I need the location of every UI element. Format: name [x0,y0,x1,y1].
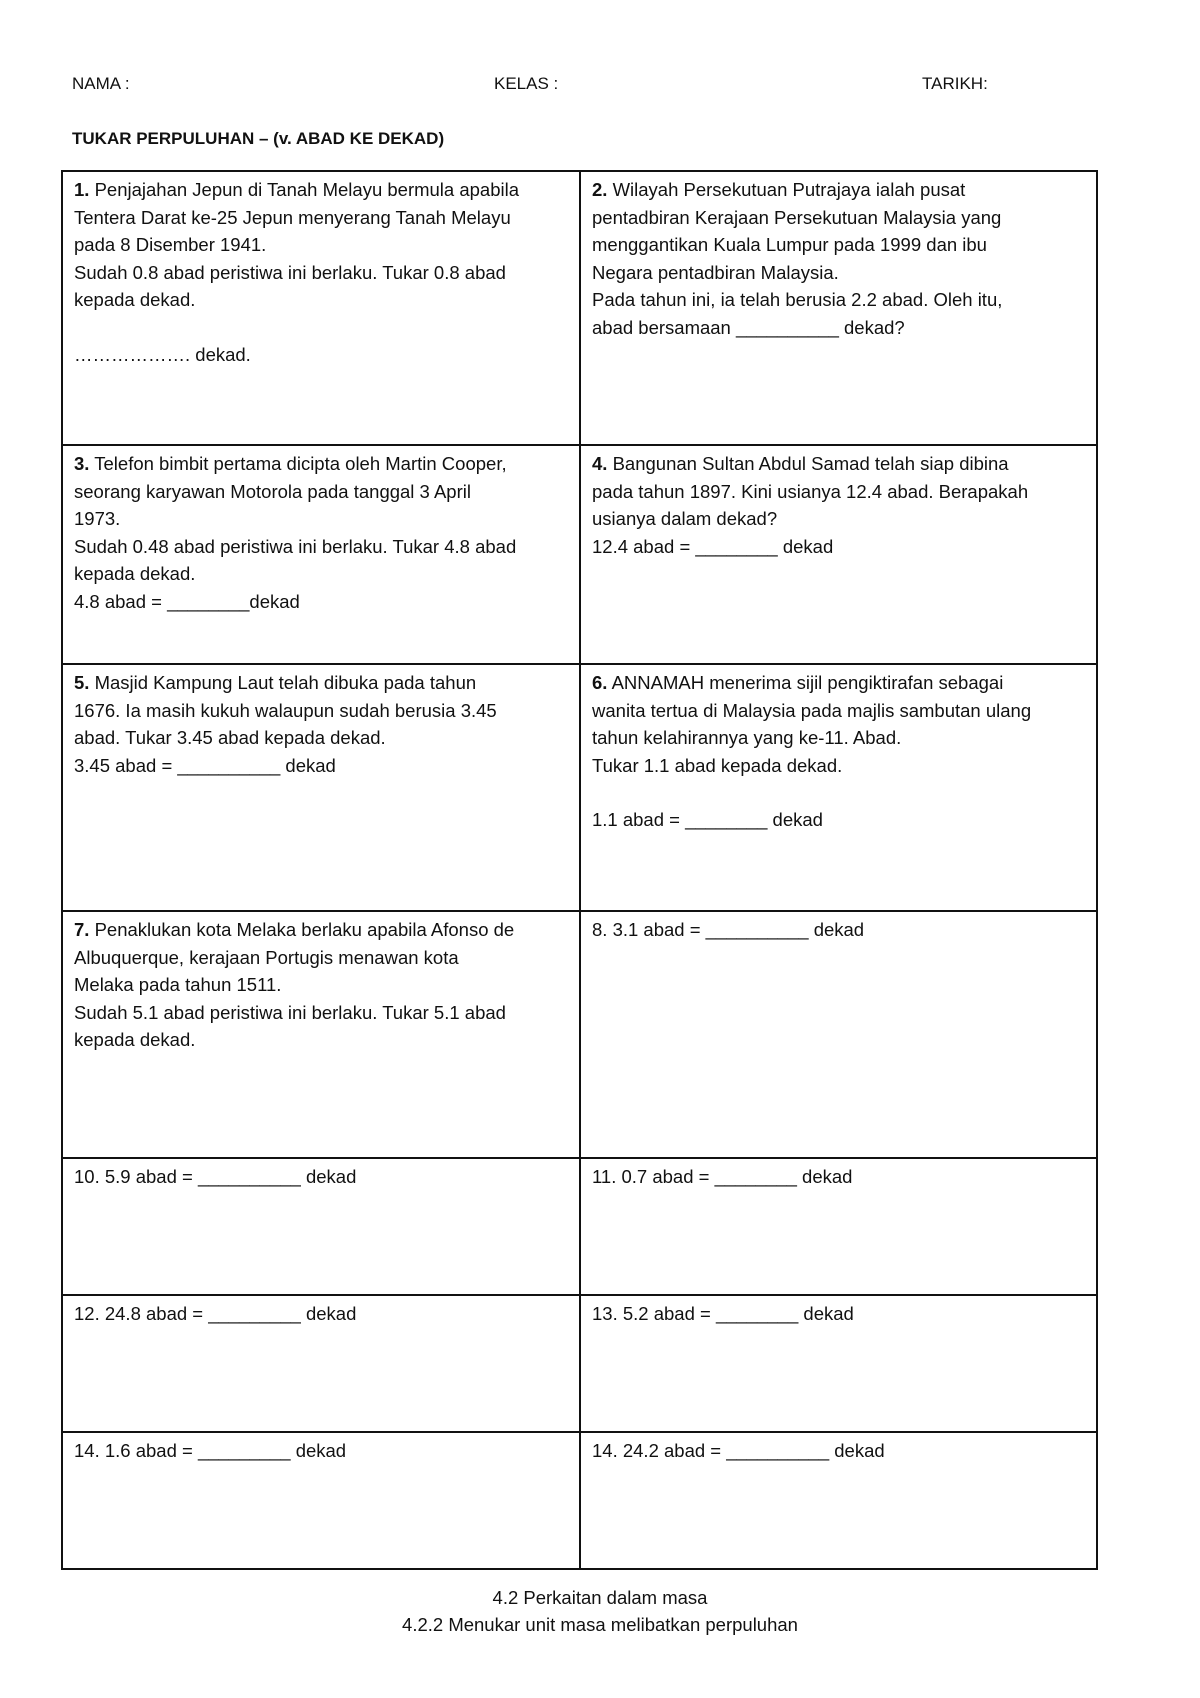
question-3-line-2: seorang karyawan Motorola pada tanggal 3 April [74,480,471,502]
question-11-text: 11. 0.7 abad = ________ dekad [592,1166,853,1187]
question-7-line-5: kepada dekad. [74,1029,196,1050]
question-4-line-4: 12.4 abad = ________ dekad [592,535,834,557]
date-label: TARIKH: [922,74,988,93]
question-2-line-4: Negara pentadbiran Malaysia. [592,261,839,283]
question-2-line-3: menggantikan Kuala Lumpur pada 1999 dan ibu [592,234,987,255]
question-1-cell [62,171,580,445]
question-7-line-1: 7. Penaklukan kota Melaka berlaku apabila Afonso de [74,919,515,940]
question-2-line-2: pentadbiran Kerajaan Persekutuan Malaysia yang [592,206,1002,228]
footer-topic: 4.2 Perkaitan dalam masa [492,1587,708,1608]
question-13-cell [580,1295,1097,1432]
question-3-line-6: 4.8 abad = ________dekad [74,590,300,612]
question-3-line-3: 1973. [74,508,121,529]
question-6-line-4: Tukar 1.1 abad kepada dekad. [592,754,843,776]
question-4-line-2: pada tahun 1897. Kini usianya 12.4 abad. Berapakah [592,480,1029,502]
question-14b-text: 14. 24.2 abad = __________ dekad [592,1440,885,1461]
question-1-line-1: 1. Penjajahan Jepun di Tanah Melayu bermula apabila [74,179,520,200]
question-5-cell [62,664,580,911]
question-5-line-4: 3.45 abad = __________ dekad [74,754,336,776]
question-8-text: 8. 3.1 abad = __________ dekad [592,919,865,940]
footer-subtopic: 4.2.2 Menukar unit masa melibatkan perpuluhan [402,1614,798,1635]
question-10-cell [62,1158,580,1295]
question-6-cell [580,664,1097,911]
question-7-line-3: Melaka pada tahun 1511. [74,974,282,995]
question-2-number: 2. [592,179,608,200]
question-14b-cell [580,1432,1097,1569]
question-6-line-3: tahun kelahirannya yang ke-11. Abad. [592,727,902,748]
name-label: NAMA : [72,74,130,93]
question-3-number: 3. [74,453,90,474]
class-label: KELAS : [494,74,559,93]
question-4-line-1: 4. Bangunan Sultan Abdul Samad telah siap dibina [592,453,1009,474]
question-14a-text: 14. 1.6 abad = _________ dekad [74,1440,347,1461]
question-1-line-3: pada 8 Disember 1941. [74,234,267,255]
question-11-cell [580,1158,1097,1295]
question-5-line-2: 1676. Ia masih kukuh walaupun sudah berusia 3.45 [74,699,497,721]
question-4-number: 4. [592,453,608,474]
question-3-line-1: 3. Telefon bimbit pertama dicipta oleh Martin Cooper, [74,453,507,474]
question-4-cell [580,445,1097,664]
question-6-line-1: 6. ANNAMAH menerima sijil pengiktirafan sebagai [592,672,1004,693]
question-3-line-4: Sudah 0.48 abad peristiwa ini berlaku. Tukar 4.8 abad [74,535,517,557]
question-10-text: 10. 5.9 abad = __________ dekad [74,1166,357,1187]
question-4-line-3: usianya dalam dekad? [592,508,778,529]
question-grid [61,170,1098,1570]
question-7-line-4: Sudah 5.1 abad peristiwa ini berlaku. Tukar 5.1 abad [74,1001,506,1023]
question-13-text: 13. 5.2 abad = ________ dekad [592,1303,854,1324]
question-6-number: 6. [592,672,608,693]
question-2-cell [580,171,1097,445]
question-7-cell [62,911,580,1158]
question-3-cell [62,445,580,664]
question-2-line-6: abad bersamaan __________ dekad? [592,316,905,338]
question-12-text: 12. 24.8 abad = _________ dekad [74,1303,357,1324]
question-5-number: 5. [74,672,90,693]
question-5-line-1: 5. Masjid Kampung Laut telah dibuka pada tahun [74,672,477,693]
worksheet-title: TUKAR PERPULUHAN – (v. ABAD KE DEKAD) [72,129,445,148]
question-1-line-5: kepada dekad. [74,289,196,310]
question-14a-cell [62,1432,580,1569]
student-info-header [72,74,1128,104]
question-1-answer: ………………. dekad. [74,343,251,365]
question-3-line-5: kepada dekad. [74,563,196,584]
question-7-number: 7. [74,919,90,940]
spacer [592,779,1085,806]
question-1-number: 1. [74,179,90,200]
spacer [74,314,568,341]
question-8-cell [580,911,1097,1158]
question-6-answer: 1.1 abad = ________ dekad [592,809,823,830]
question-1-line-4: Sudah 0.8 abad peristiwa ini berlaku. Tukar 0.8 abad [74,261,506,283]
question-1-line-2: Tentera Darat ke-25 Jepun menyerang Tanah Melayu [74,206,511,228]
question-6-line-2: wanita tertua di Malaysia pada majlis sambutan ulang [592,699,1032,721]
question-5-line-3: abad. Tukar 3.45 abad kepada dekad. [74,727,386,748]
question-2-line-5: Pada tahun ini, ia telah berusia 2.2 abad. Oleh itu, [592,289,1003,310]
question-12-cell [62,1295,580,1432]
question-7-line-2: Albuquerque, kerajaan Portugis menawan kota [74,946,459,968]
question-2-line-1: 2. Wilayah Persekutuan Putrajaya ialah pusat [592,179,966,200]
